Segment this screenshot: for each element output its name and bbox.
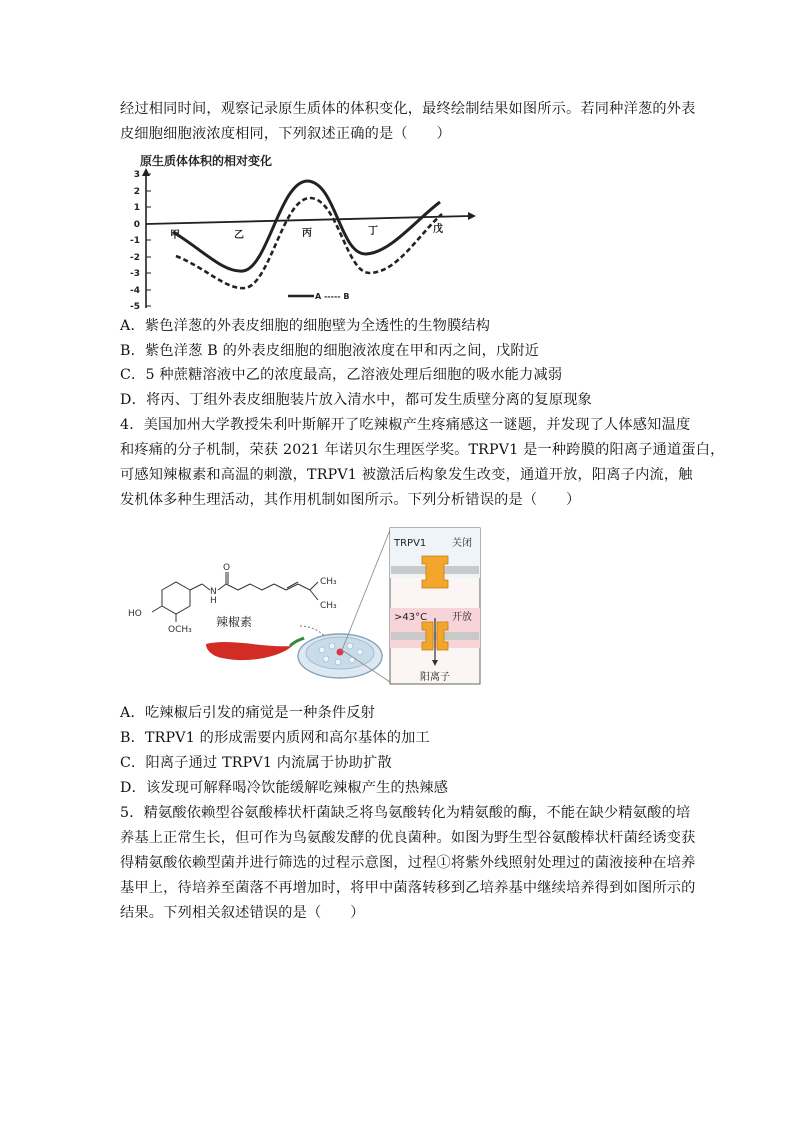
q3-stem-line1: 经过相同时间，观察记录原生质体的体积变化，最终绘制结果如图所示。若同种洋葱的外表 bbox=[120, 101, 696, 117]
open-label: 开放 bbox=[452, 612, 472, 623]
x-label: 甲 bbox=[170, 230, 180, 241]
graph-legend: A ----- B bbox=[315, 292, 350, 301]
graph-title: 原生质体体积的相对变化 bbox=[140, 154, 273, 168]
q3-option-a: A．紫色洋葱的外表皮细胞的细胞壁为全透性的生物膜结构 bbox=[120, 318, 491, 334]
label-ho: HO bbox=[128, 609, 142, 619]
protoplast-volume-graph bbox=[118, 150, 488, 312]
zoom-line-top bbox=[342, 530, 390, 650]
q4-option-a: A．吃辣椒后引发的痛觉是一种条件反射 bbox=[120, 705, 376, 721]
curve-b bbox=[176, 198, 442, 288]
label-och3: OCH₃ bbox=[168, 625, 192, 635]
q3-option-d: D．将丙、丁组外表皮细胞装片放入清水中，都可发生质壁分离的复原现象 bbox=[120, 392, 592, 408]
trpv1-mechanism-figure bbox=[122, 522, 484, 688]
q4-option-c: C．阳离子通过 TRPV1 内流属于协助扩散 bbox=[120, 755, 392, 771]
q5-stem-line3: 得精氨酸依赖型菌并进行筛选的过程示意图，过程①将紫外线照射处理过的菌液接种在培养 bbox=[120, 855, 696, 871]
x-axis-arrow bbox=[468, 212, 476, 220]
label-ch3-top: CH₃ bbox=[320, 577, 337, 587]
label-n: N bbox=[210, 587, 217, 597]
y-tick: 2 bbox=[133, 187, 140, 197]
q5-stem-line4: 基甲上，待培养至菌落不再增加时，将甲中菌落转移到乙培养基中继续培养得到如图所示的 bbox=[120, 880, 696, 896]
q3-option-c: C．5 种蔗糖溶液中乙的浓度最高，乙溶液处理后细胞的吸水能力减弱 bbox=[120, 367, 563, 383]
q5-stem-line1: 5．精氨酸依赖型谷氨酸棒状杆菌缺乏将鸟氨酸转化为精氨酸的酶，不能在缺少精氨酸的培 bbox=[120, 805, 691, 821]
x-label: 丙 bbox=[302, 228, 312, 239]
curve-a bbox=[173, 181, 440, 271]
temperature-label: >43°C bbox=[394, 612, 428, 623]
q3-option-b: B．紫色洋葱 B 的外表皮细胞的细胞液浓度在甲和丙之间，戊附近 bbox=[120, 343, 540, 359]
x-label: 乙 bbox=[234, 230, 244, 241]
label-ch3-bottom: CH₃ bbox=[320, 601, 337, 611]
y-tick: 0 bbox=[133, 220, 140, 230]
q4-stem-line2: 和疼痛的分子机制，荣获 2021 年诺贝尔生理医学奖。TRPV1 是一种跨膜的阳离子通道蛋白， bbox=[120, 442, 725, 458]
label-h: H bbox=[210, 596, 217, 606]
y-tick: -4 bbox=[130, 286, 140, 296]
q4-option-d: D．该发现可解释喝冷饮能缓解吃辣椒产生的热辣感 bbox=[120, 780, 449, 796]
y-tick: -2 bbox=[130, 253, 140, 263]
y-axis-arrow bbox=[142, 168, 150, 176]
chili-stem bbox=[290, 638, 304, 646]
label-o: O bbox=[223, 563, 231, 573]
trpv1-label: TRPV1 bbox=[394, 538, 427, 549]
q4-stem-line4: 发机体多种生理活动，其作用机制如图所示。下列分析错误的是（ ） bbox=[120, 492, 581, 508]
y-tick: -1 bbox=[130, 236, 140, 246]
y-tick: 1 bbox=[133, 203, 140, 213]
q5-stem-line2: 养基上正常生长，但可作为鸟氨酸发酵的优良菌种。如图为野生型谷氨酸棒状杆菌经诱变获 bbox=[120, 830, 696, 846]
q4-option-b: B．TRPV1 的形成需要内质网和高尔基体的加工 bbox=[120, 730, 430, 746]
y-tick: -5 bbox=[130, 302, 140, 312]
capsaicin-label: 辣椒素 bbox=[216, 615, 253, 629]
q4-stem-line3: 可感知辣椒素和高温的刺激，TRPV1 被激活后构象发生改变，通道开放，阳离子内流，触 bbox=[120, 467, 693, 483]
q4-stem-line1: 4．美国加州大学教授朱利叶斯解开了吃辣椒产生疼痛感这一谜题，并发现了人体感知温度 bbox=[120, 417, 691, 433]
x-label: 戊 bbox=[433, 224, 443, 235]
q3-stem-line2: 皮细胞细胞液浓度相同，下列叙述正确的是（ ） bbox=[120, 126, 451, 142]
y-tick: 3 bbox=[133, 170, 140, 180]
closed-label: 关闭 bbox=[452, 538, 472, 549]
x-label: 丁 bbox=[368, 226, 378, 237]
cation-label: 阳离子 bbox=[420, 672, 450, 683]
q5-stem-line5: 结果。下列相关叙述错误的是（ ） bbox=[120, 905, 365, 921]
y-tick: -3 bbox=[130, 269, 140, 279]
trpv1-closed-icon bbox=[422, 556, 448, 588]
chili-pepper-icon bbox=[206, 642, 292, 660]
